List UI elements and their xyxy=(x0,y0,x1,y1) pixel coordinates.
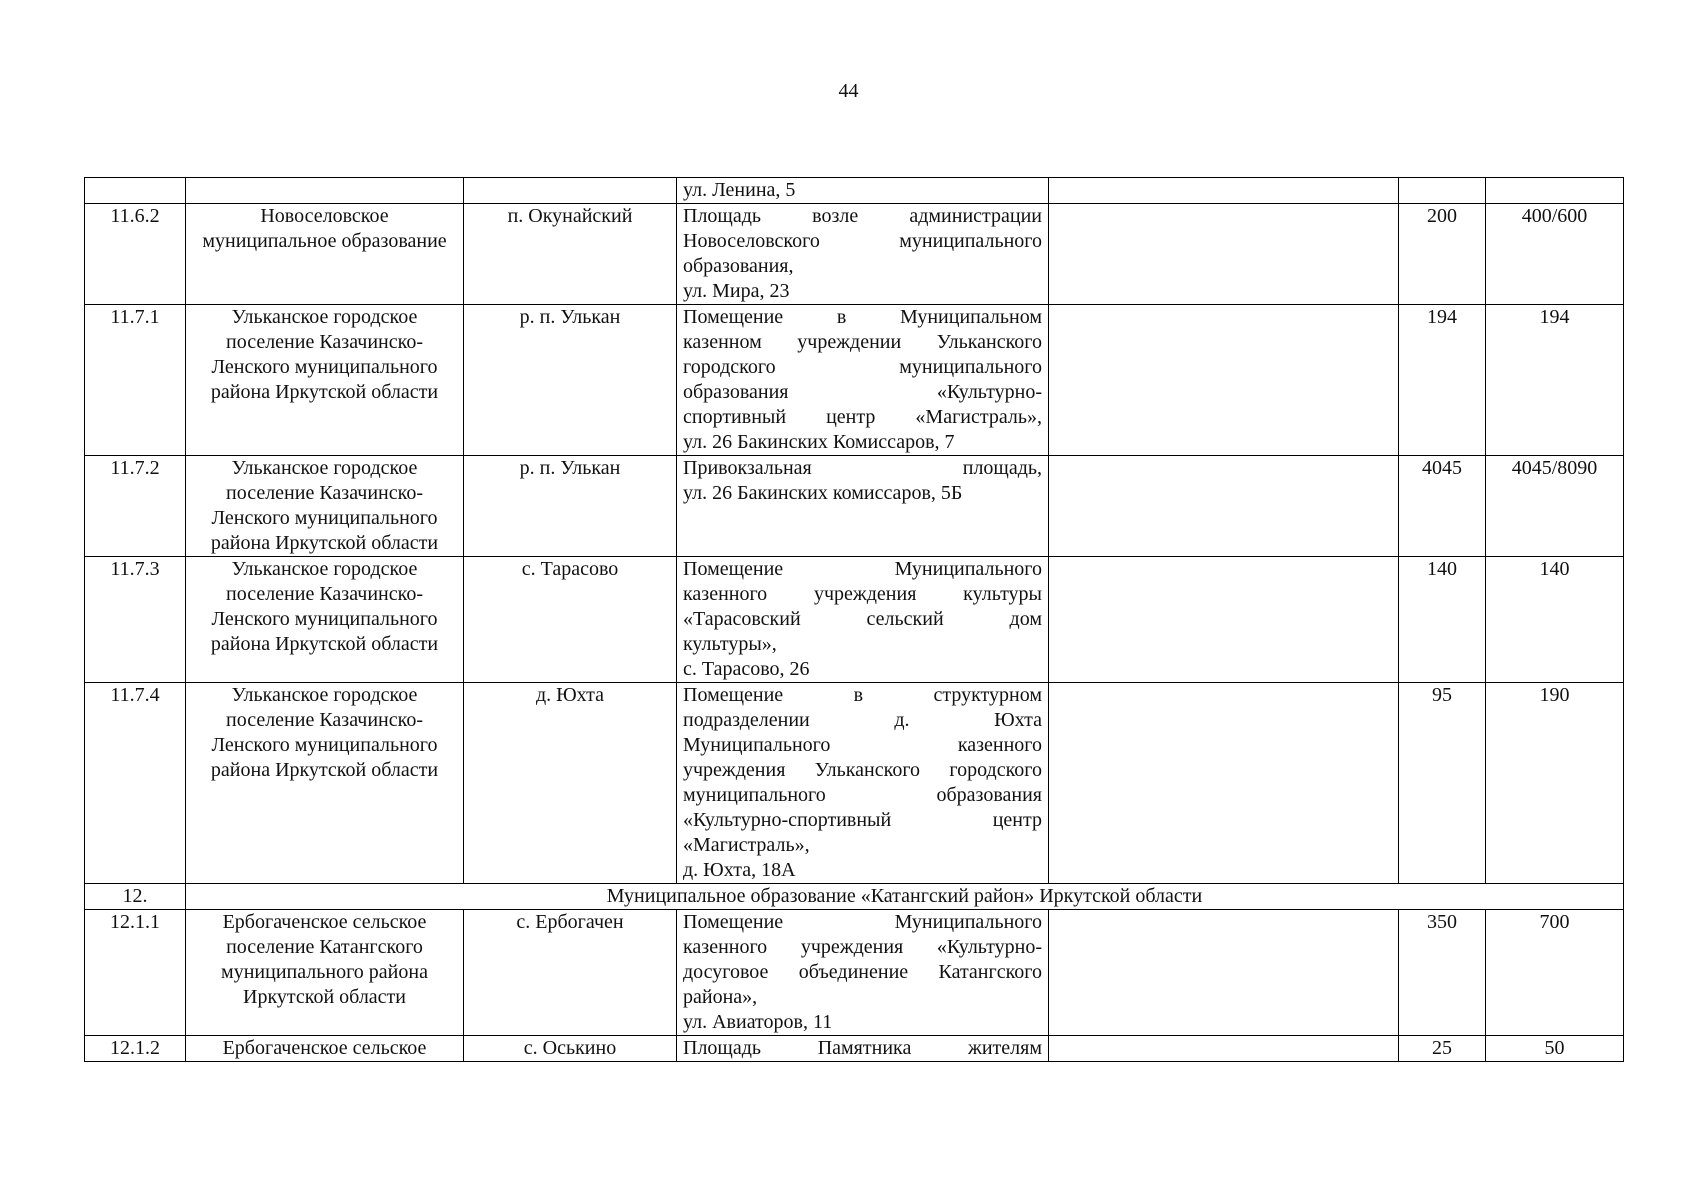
place-line: «Тарасовский сельский дом xyxy=(683,608,1042,630)
value-cell-2: 140 xyxy=(1486,557,1624,683)
blank-cell xyxy=(1049,557,1399,683)
place-line: Муниципального казенного xyxy=(683,734,1042,756)
row-number: 11.7.4 xyxy=(85,683,186,884)
table-row xyxy=(85,178,1624,204)
place-line: ул. 26 Бакинских комиссаров, 5Б xyxy=(683,482,963,504)
settlement-cell: с. Ербогачен xyxy=(464,910,677,1036)
place-cell xyxy=(677,178,1049,204)
place-cell xyxy=(677,910,1049,1036)
place-cell xyxy=(677,683,1049,884)
municipality-cell: Ербогаченское сельское xyxy=(186,1036,464,1062)
value-cell-1: 200 xyxy=(1399,204,1486,305)
blank-cell xyxy=(1049,456,1399,557)
place-line: ул. Мира, 23 xyxy=(683,280,790,302)
value-cell-1: 25 xyxy=(1399,1036,1486,1062)
document-table xyxy=(84,177,1624,1062)
place-line: спортивный центр «Магистраль», xyxy=(683,406,1042,428)
place-line: досуговое объединение Катангского xyxy=(683,961,1042,983)
table-row xyxy=(85,910,1624,1036)
municipality-cell: Новоселовское муниципальное образование xyxy=(186,204,464,305)
place-line: казенного учреждения «Культурно- xyxy=(683,936,1042,958)
place-cell xyxy=(677,557,1049,683)
blank-cell xyxy=(1049,1036,1399,1062)
place-line: учреждения Ульканского городского xyxy=(683,759,1042,781)
value-cell-2: 190 xyxy=(1486,683,1624,884)
municipality-cell: Ульканское городское поселение Казачинско-Ленского муниципального района Иркутской области xyxy=(186,456,464,557)
row-number: 11.7.3 xyxy=(85,557,186,683)
place-line: Помещение в Муниципальном xyxy=(683,306,1042,328)
place-line: подразделении д. Юхта xyxy=(683,709,1042,731)
page-number: 44 xyxy=(838,80,859,102)
value-cell-2: 50 xyxy=(1486,1036,1624,1062)
place-line: Помещение Муниципального xyxy=(683,558,1042,580)
value-cell-1: 4045 xyxy=(1399,456,1486,557)
place-line: образования «Культурно- xyxy=(683,381,1042,403)
place-line: с. Тарасово, 26 xyxy=(683,658,810,680)
row-number: 12.1.2 xyxy=(85,1036,186,1062)
place-line: казенном учреждении Ульканского xyxy=(683,331,1042,353)
municipality-cell: Ульканское городское поселение Казачинско-Ленского муниципального района Иркутской области xyxy=(186,305,464,456)
row-number: 11.6.2 xyxy=(85,204,186,305)
place-line: Помещение Муниципального xyxy=(683,911,1042,933)
blank-cell xyxy=(1049,204,1399,305)
blank-cell xyxy=(1049,178,1399,204)
municipality-cell: Ульканское городское поселение Казачинско-Ленского муниципального района Иркутской области xyxy=(186,683,464,884)
value-cell-2: 700 xyxy=(1486,910,1624,1036)
settlement-cell: р. п. Улькан xyxy=(464,305,677,456)
section-number: 12. xyxy=(85,884,186,910)
table-row xyxy=(85,557,1624,683)
place-line: образования, xyxy=(683,255,794,277)
value-cell-1 xyxy=(1399,178,1486,204)
table-row xyxy=(85,683,1624,884)
row-number xyxy=(85,178,186,204)
value-cell-2: 194 xyxy=(1486,305,1624,456)
table-body xyxy=(85,178,1624,1062)
section-title: Муниципальное образование «Катангский район» Иркутской области xyxy=(186,884,1624,910)
place-line: района», xyxy=(683,986,758,1008)
row-number: 11.7.2 xyxy=(85,456,186,557)
value-cell-1: 140 xyxy=(1399,557,1486,683)
blank-cell xyxy=(1049,683,1399,884)
place-line: Новоселовского муниципального xyxy=(683,230,1042,252)
place-cell xyxy=(677,204,1049,305)
table-row xyxy=(85,456,1624,557)
settlement-cell: п. Окунайский xyxy=(464,204,677,305)
value-cell-1: 194 xyxy=(1399,305,1486,456)
value-cell-2 xyxy=(1486,178,1624,204)
table-row xyxy=(85,305,1624,456)
place-line: ул. Ленина, 5 xyxy=(683,179,796,201)
place-cell xyxy=(677,305,1049,456)
place-cell xyxy=(677,1036,1049,1062)
settlement-cell: д. Юхта xyxy=(464,683,677,884)
value-cell-1: 95 xyxy=(1399,683,1486,884)
place-line: д. Юхта, 18А xyxy=(683,859,796,881)
settlement-cell: с. Тарасово xyxy=(464,557,677,683)
place-line: муниципального образования xyxy=(683,784,1042,806)
place-line: Помещение в структурном xyxy=(683,684,1042,706)
place-line: культуры», xyxy=(683,633,777,655)
place-line: Площадь Памятника жителям xyxy=(683,1037,1042,1059)
blank-cell xyxy=(1049,910,1399,1036)
place-cell xyxy=(677,456,1049,557)
value-cell-1: 350 xyxy=(1399,910,1486,1036)
value-cell-2: 400/600 xyxy=(1486,204,1624,305)
place-line: городского муниципального xyxy=(683,356,1042,378)
municipality-cell xyxy=(186,178,464,204)
place-line: Привокзальная площадь, xyxy=(683,457,1042,479)
settlement-cell: с. Оськино xyxy=(464,1036,677,1062)
row-number: 12.1.1 xyxy=(85,910,186,1036)
value-cell-2: 4045/8090 xyxy=(1486,456,1624,557)
table-row xyxy=(85,204,1624,305)
place-line: ул. 26 Бакинских Комиссаров, 7 xyxy=(683,431,955,453)
section-row xyxy=(85,884,1624,910)
place-line: казенного учреждения культуры xyxy=(683,583,1042,605)
table-row xyxy=(85,1036,1624,1062)
place-line: ул. Авиаторов, 11 xyxy=(683,1011,833,1033)
place-line: «Культурно-спортивный центр xyxy=(683,809,1042,831)
municipality-cell: Ульканское городское поселение Казачинско-Ленского муниципального района Иркутской области xyxy=(186,557,464,683)
municipality-cell: Ербогаченское сельское поселение Катангского муниципального района Иркутской области xyxy=(186,910,464,1036)
place-line: «Магистраль», xyxy=(683,834,810,856)
place-line: Площадь возле администрации xyxy=(683,205,1042,227)
settlement-cell xyxy=(464,178,677,204)
row-number: 11.7.1 xyxy=(85,305,186,456)
blank-cell xyxy=(1049,305,1399,456)
settlement-cell: р. п. Улькан xyxy=(464,456,677,557)
